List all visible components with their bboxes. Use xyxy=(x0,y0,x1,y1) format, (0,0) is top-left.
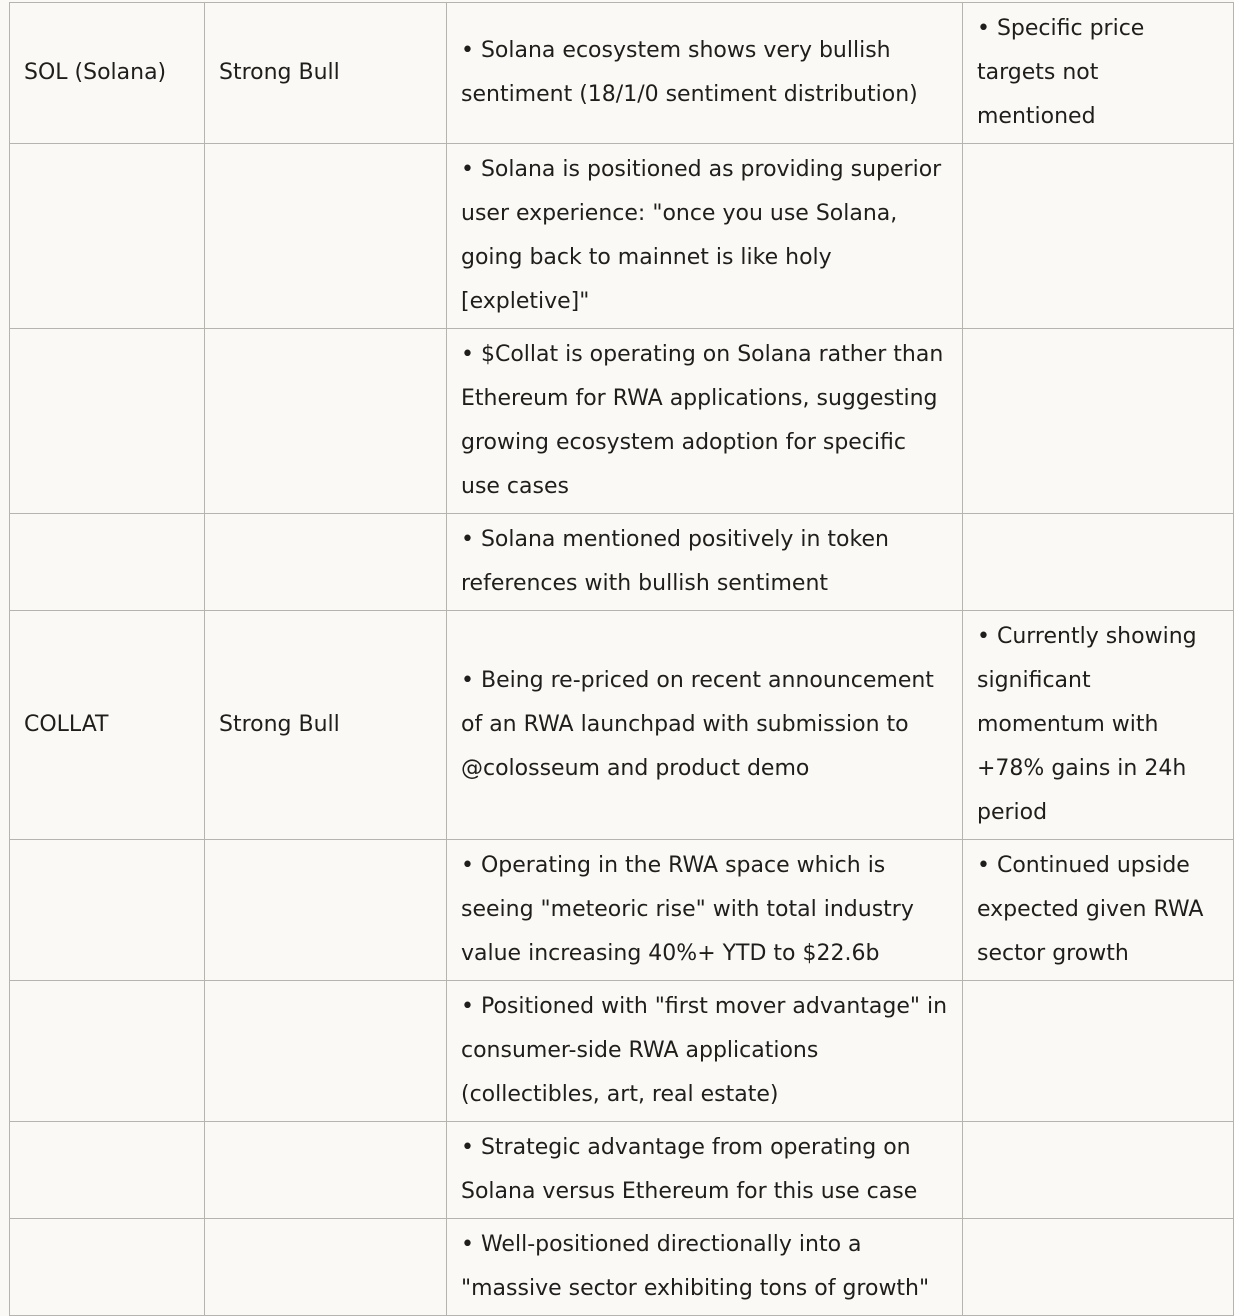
price-target-cell: • Specific price targets not mentioned xyxy=(963,3,1234,144)
token-cell xyxy=(10,514,205,611)
price-target-cell xyxy=(963,1122,1234,1219)
sentiment-cell: Strong Bull xyxy=(205,3,447,144)
token-cell: COLLAT xyxy=(10,611,205,840)
sentiment-cell xyxy=(205,1122,447,1219)
sentiment-cell xyxy=(205,514,447,611)
price-target-cell xyxy=(963,144,1234,329)
sentiment-cell: Strong Bull xyxy=(205,611,447,840)
token-cell xyxy=(10,329,205,514)
table-row xyxy=(10,981,1234,1122)
sentiment-cell xyxy=(205,144,447,329)
token-cell xyxy=(10,981,205,1122)
table-row xyxy=(10,1219,1234,1316)
token-cell: SOL (Solana) xyxy=(10,3,205,144)
token-sentiment-table xyxy=(9,2,1234,1316)
key-point-cell: • Being re-priced on recent announcement of an RWA launchpad with submission to @colosseum and product demo xyxy=(447,611,963,840)
token-cell xyxy=(10,144,205,329)
sentiment-cell xyxy=(205,329,447,514)
price-target-cell xyxy=(963,1219,1234,1316)
key-point-cell: • Operating in the RWA space which is seeing "meteoric rise" with total industry value increasing 40%+ YTD to $22.6b xyxy=(447,840,963,981)
sentiment-cell xyxy=(205,981,447,1122)
key-point-cell: • Well-positioned directionally into a "massive sector exhibiting tons of growth" xyxy=(447,1219,963,1316)
sentiment-cell xyxy=(205,1219,447,1316)
key-point-cell: • Positioned with "first mover advantage" in consumer-side RWA applications (collectibles, art, real estate) xyxy=(447,981,963,1122)
price-target-cell xyxy=(963,329,1234,514)
price-target-cell: • Continued upside expected given RWA sector growth xyxy=(963,840,1234,981)
key-point-cell: • $Collat is operating on Solana rather than Ethereum for RWA applications, suggesting growing ecosystem adoption for specific use cases xyxy=(447,329,963,514)
key-point-cell: • Solana is positioned as providing superior user experience: "once you use Solana, going back to mainnet is like holy [expletive]" xyxy=(447,144,963,329)
price-target-cell: • Currently showing significant momentum with +78% gains in 24h period xyxy=(963,611,1234,840)
table-row xyxy=(10,1122,1234,1219)
table-row xyxy=(10,514,1234,611)
table-row xyxy=(10,144,1234,329)
price-target-cell xyxy=(963,981,1234,1122)
token-cell xyxy=(10,1219,205,1316)
key-point-cell: • Solana ecosystem shows very bullish sentiment (18/1/0 sentiment distribution) xyxy=(447,3,963,144)
sentiment-cell xyxy=(205,840,447,981)
price-target-cell xyxy=(963,514,1234,611)
key-point-cell: • Strategic advantage from operating on Solana versus Ethereum for this use case xyxy=(447,1122,963,1219)
table-row xyxy=(10,611,1234,840)
table-row xyxy=(10,3,1234,144)
key-point-cell: • Solana mentioned positively in token references with bullish sentiment xyxy=(447,514,963,611)
table-row xyxy=(10,840,1234,981)
token-cell xyxy=(10,1122,205,1219)
token-cell xyxy=(10,840,205,981)
table-row xyxy=(10,329,1234,514)
